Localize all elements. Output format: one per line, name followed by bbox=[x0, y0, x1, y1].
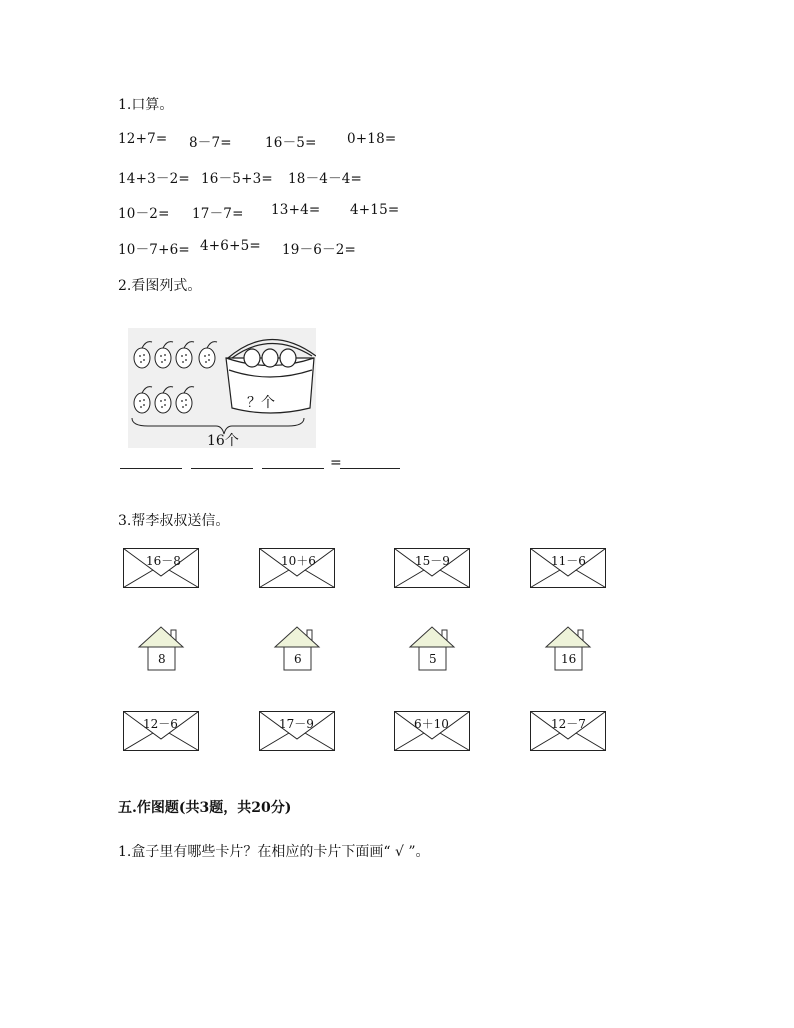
answer-blank-2[interactable] bbox=[191, 468, 253, 469]
q1-item: 16－5+3= bbox=[201, 171, 273, 187]
envelope-label: 16－8 bbox=[146, 554, 181, 568]
q1-item: 12+7= bbox=[118, 131, 168, 147]
pear-icon bbox=[134, 387, 152, 413]
house-number: 5 bbox=[429, 652, 437, 666]
envelope-label: 17－9 bbox=[279, 717, 314, 731]
envelope-label: 12－6 bbox=[143, 717, 178, 731]
house-number: 8 bbox=[158, 652, 166, 666]
q1-item: 4+6+5= bbox=[200, 238, 261, 254]
answer-blank-result[interactable] bbox=[340, 468, 400, 469]
pear-icon bbox=[155, 387, 173, 413]
total-label: 16个 bbox=[207, 433, 239, 449]
q1-item: 8－7= bbox=[189, 135, 232, 151]
q1-item: 17－7= bbox=[192, 206, 244, 222]
q1-item: 19－6－2= bbox=[282, 242, 357, 258]
section-heading: 五.作图题(共3题，共20分) bbox=[118, 800, 292, 816]
envelope-label: 11－6 bbox=[551, 554, 586, 568]
q2-title: 2.看图列式。 bbox=[118, 278, 202, 294]
envelope-label: 12－7 bbox=[551, 717, 586, 731]
equals-sign: = bbox=[330, 455, 342, 471]
envelope-label: 6＋10 bbox=[414, 717, 449, 731]
envelope-label: 10＋6 bbox=[281, 554, 316, 568]
house-number: 16 bbox=[561, 652, 577, 666]
q1-item: 13+4= bbox=[271, 202, 321, 218]
q5-1-title: 1.盒子里有哪些卡片？在相应的卡片下面画“ √ ”。 bbox=[118, 844, 430, 860]
q1-title: 1.口算。 bbox=[118, 97, 174, 113]
answer-blank-1[interactable] bbox=[120, 468, 182, 469]
house-number: 6 bbox=[294, 652, 302, 666]
q1-item: 0+18= bbox=[347, 131, 397, 147]
q1-item: 18－4－4= bbox=[288, 171, 363, 187]
envelope-label: 15－9 bbox=[415, 554, 450, 568]
q1-item: 14+3－2= bbox=[118, 171, 190, 187]
pear-icon bbox=[176, 342, 194, 368]
pear-icon bbox=[176, 387, 194, 413]
pear-icon bbox=[134, 342, 152, 368]
q1-item: 10－2= bbox=[118, 206, 170, 222]
answer-blank-3[interactable] bbox=[262, 468, 324, 469]
q3-title: 3.帮李叔叔送信。 bbox=[118, 513, 230, 529]
q1-item: 10－7+6= bbox=[118, 242, 190, 258]
pear-icon bbox=[155, 342, 173, 368]
q1-item: 16－5= bbox=[265, 135, 317, 151]
pear-icon bbox=[199, 342, 217, 368]
q1-item: 4+15= bbox=[350, 202, 400, 218]
basket-label: ？个 bbox=[247, 395, 275, 411]
